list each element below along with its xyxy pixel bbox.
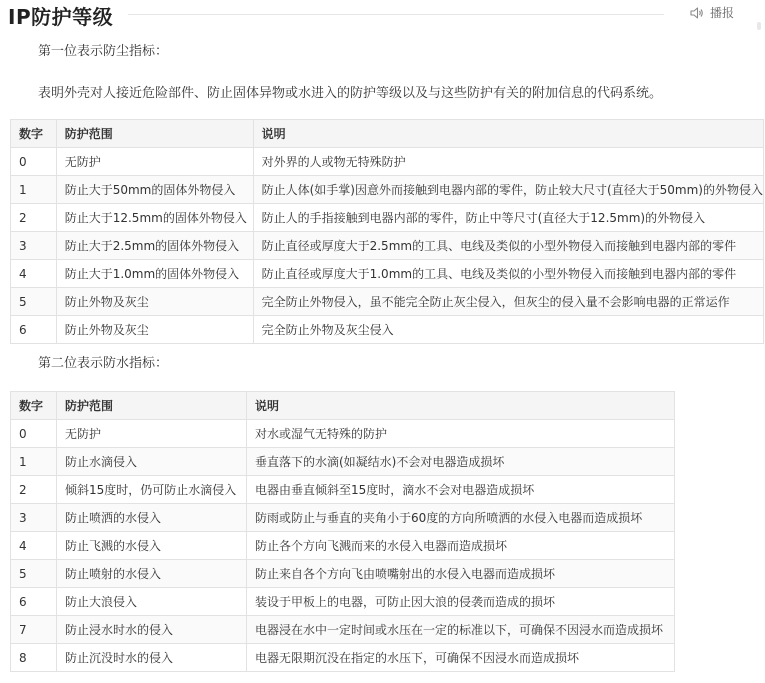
table-header-row [11,120,764,148]
table-row [11,288,764,316]
cell-digit: 2 [11,476,57,504]
column-header-digit: 数字 [11,392,57,420]
cell-description: 防止各个方向飞溅而来的水侵入电器而造成损坏 [247,532,675,560]
cell-description: 电器由垂直倾斜至15度时，滴水不会对电器造成损坏 [247,476,675,504]
cell-scope: 防止沉没时水的侵入 [57,644,247,672]
cell-digit: 6 [11,588,57,616]
cell-scope: 防止大于2.5mm的固体外物侵入 [56,232,253,260]
cell-scope: 防止喷射的水侵入 [57,560,247,588]
cell-description: 电器浸在水中一定时间或水压在一定的标准以下，可确保不因浸水而造成损坏 [247,616,675,644]
table-row [11,588,675,616]
column-header-description: 说明 [247,392,675,420]
table-row [11,532,675,560]
cell-digit: 3 [11,504,57,532]
cell-scope: 无防护 [56,148,253,176]
cell-scope: 防止浸水时水的侵入 [57,616,247,644]
cell-scope: 倾斜15度时，仍可防止水滴侵入 [57,476,247,504]
cell-digit: 0 [11,148,57,176]
cell-scope: 防止喷洒的水侵入 [57,504,247,532]
cell-digit: 1 [11,176,57,204]
cell-scope: 防止大于50mm的固体外物侵入 [56,176,253,204]
dust-protection-table [10,119,764,344]
cell-description: 完全防止外物及灰尘侵入 [253,316,763,344]
column-header-description: 说明 [253,120,763,148]
play-audio-label: 播报 [710,6,735,20]
cell-digit: 6 [11,316,57,344]
page-title: IP防护等级 [8,5,114,29]
column-header-scope: 防护范围 [56,120,253,148]
table-row [11,504,675,532]
page-header [0,0,765,30]
table-row [11,420,675,448]
cell-digit: 4 [11,532,57,560]
cell-description: 垂直落下的水滴(如凝结水)不会对电器造成损坏 [247,448,675,476]
table-row [11,176,764,204]
cell-description: 防雨或防止与垂直的夹角小于60度的方向所喷洒的水侵入电器而造成损坏 [247,504,675,532]
water-protection-table [10,391,675,672]
cell-scope: 防止大于1.0mm的固体外物侵入 [56,260,253,288]
section2-intro: 第二位表示防水指标： [38,356,169,371]
table-row [11,260,764,288]
table-row [11,616,675,644]
cell-scope: 防止大浪侵入 [57,588,247,616]
cell-digit: 2 [11,204,57,232]
cell-description: 对水或湿气无特殊的防护 [247,420,675,448]
table-row [11,560,675,588]
cell-description: 防止来自各个方向飞由喷嘴射出的水侵入电器而造成损坏 [247,560,675,588]
cell-digit: 0 [11,420,57,448]
speaker-icon [690,7,704,19]
cell-description: 装设于甲板上的电器，可防止因大浪的侵袭而造成的损坏 [247,588,675,616]
cell-description: 防止直径或厚度大于2.5mm的工具、电线及类似的小型外物侵入而接触到电器内部的零件 [253,232,763,260]
table-row [11,232,764,260]
section1-description: 表明外壳对人接近危险部件、防止固体异物或水进入的防护等级以及与这些防护有关的附加信息的代码系统。 [38,86,663,101]
cell-description: 防止直径或厚度大于1.0mm的工具、电线及类似的小型外物侵入而接触到电器内部的零件 [253,260,763,288]
cell-digit: 3 [11,232,57,260]
cell-description: 电器无限期沉没在指定的水压下，可确保不因浸水而造成损坏 [247,644,675,672]
table-row [11,448,675,476]
cell-digit: 7 [11,616,57,644]
table-row [11,148,764,176]
cell-description: 完全防止外物侵入，虽不能完全防止灰尘侵入，但灰尘的侵入量不会影响电器的正常运作 [253,288,763,316]
play-audio-button[interactable] [690,4,734,21]
cell-scope: 无防护 [57,420,247,448]
table-row [11,644,675,672]
cell-digit: 8 [11,644,57,672]
scroll-edge [757,22,761,30]
cell-description: 防止人体(如手掌)因意外而接触到电器内部的零件，防止较大尺寸(直径大于50mm)的外物侵入 [253,176,763,204]
cell-scope: 防止外物及灰尘 [56,288,253,316]
table-row [11,204,764,232]
table-row [11,316,764,344]
cell-digit: 5 [11,288,57,316]
cell-digit: 4 [11,260,57,288]
cell-description: 防止人的手指接触到电器内部的零件，防止中等尺寸(直径大于12.5mm)的外物侵入 [253,204,763,232]
table-row [11,476,675,504]
cell-scope: 防止大于12.5mm的固体外物侵入 [56,204,253,232]
table-header-row [11,392,675,420]
cell-digit: 5 [11,560,57,588]
section1-intro: 第一位表示防尘指标： [38,44,169,59]
cell-digit: 1 [11,448,57,476]
cell-scope: 防止水滴侵入 [57,448,247,476]
cell-scope: 防止外物及灰尘 [56,316,253,344]
title-divider [128,14,664,15]
column-header-digit: 数字 [11,120,57,148]
column-header-scope: 防护范围 [57,392,247,420]
cell-description: 对外界的人或物无特殊防护 [253,148,763,176]
cell-scope: 防止飞溅的水侵入 [57,532,247,560]
